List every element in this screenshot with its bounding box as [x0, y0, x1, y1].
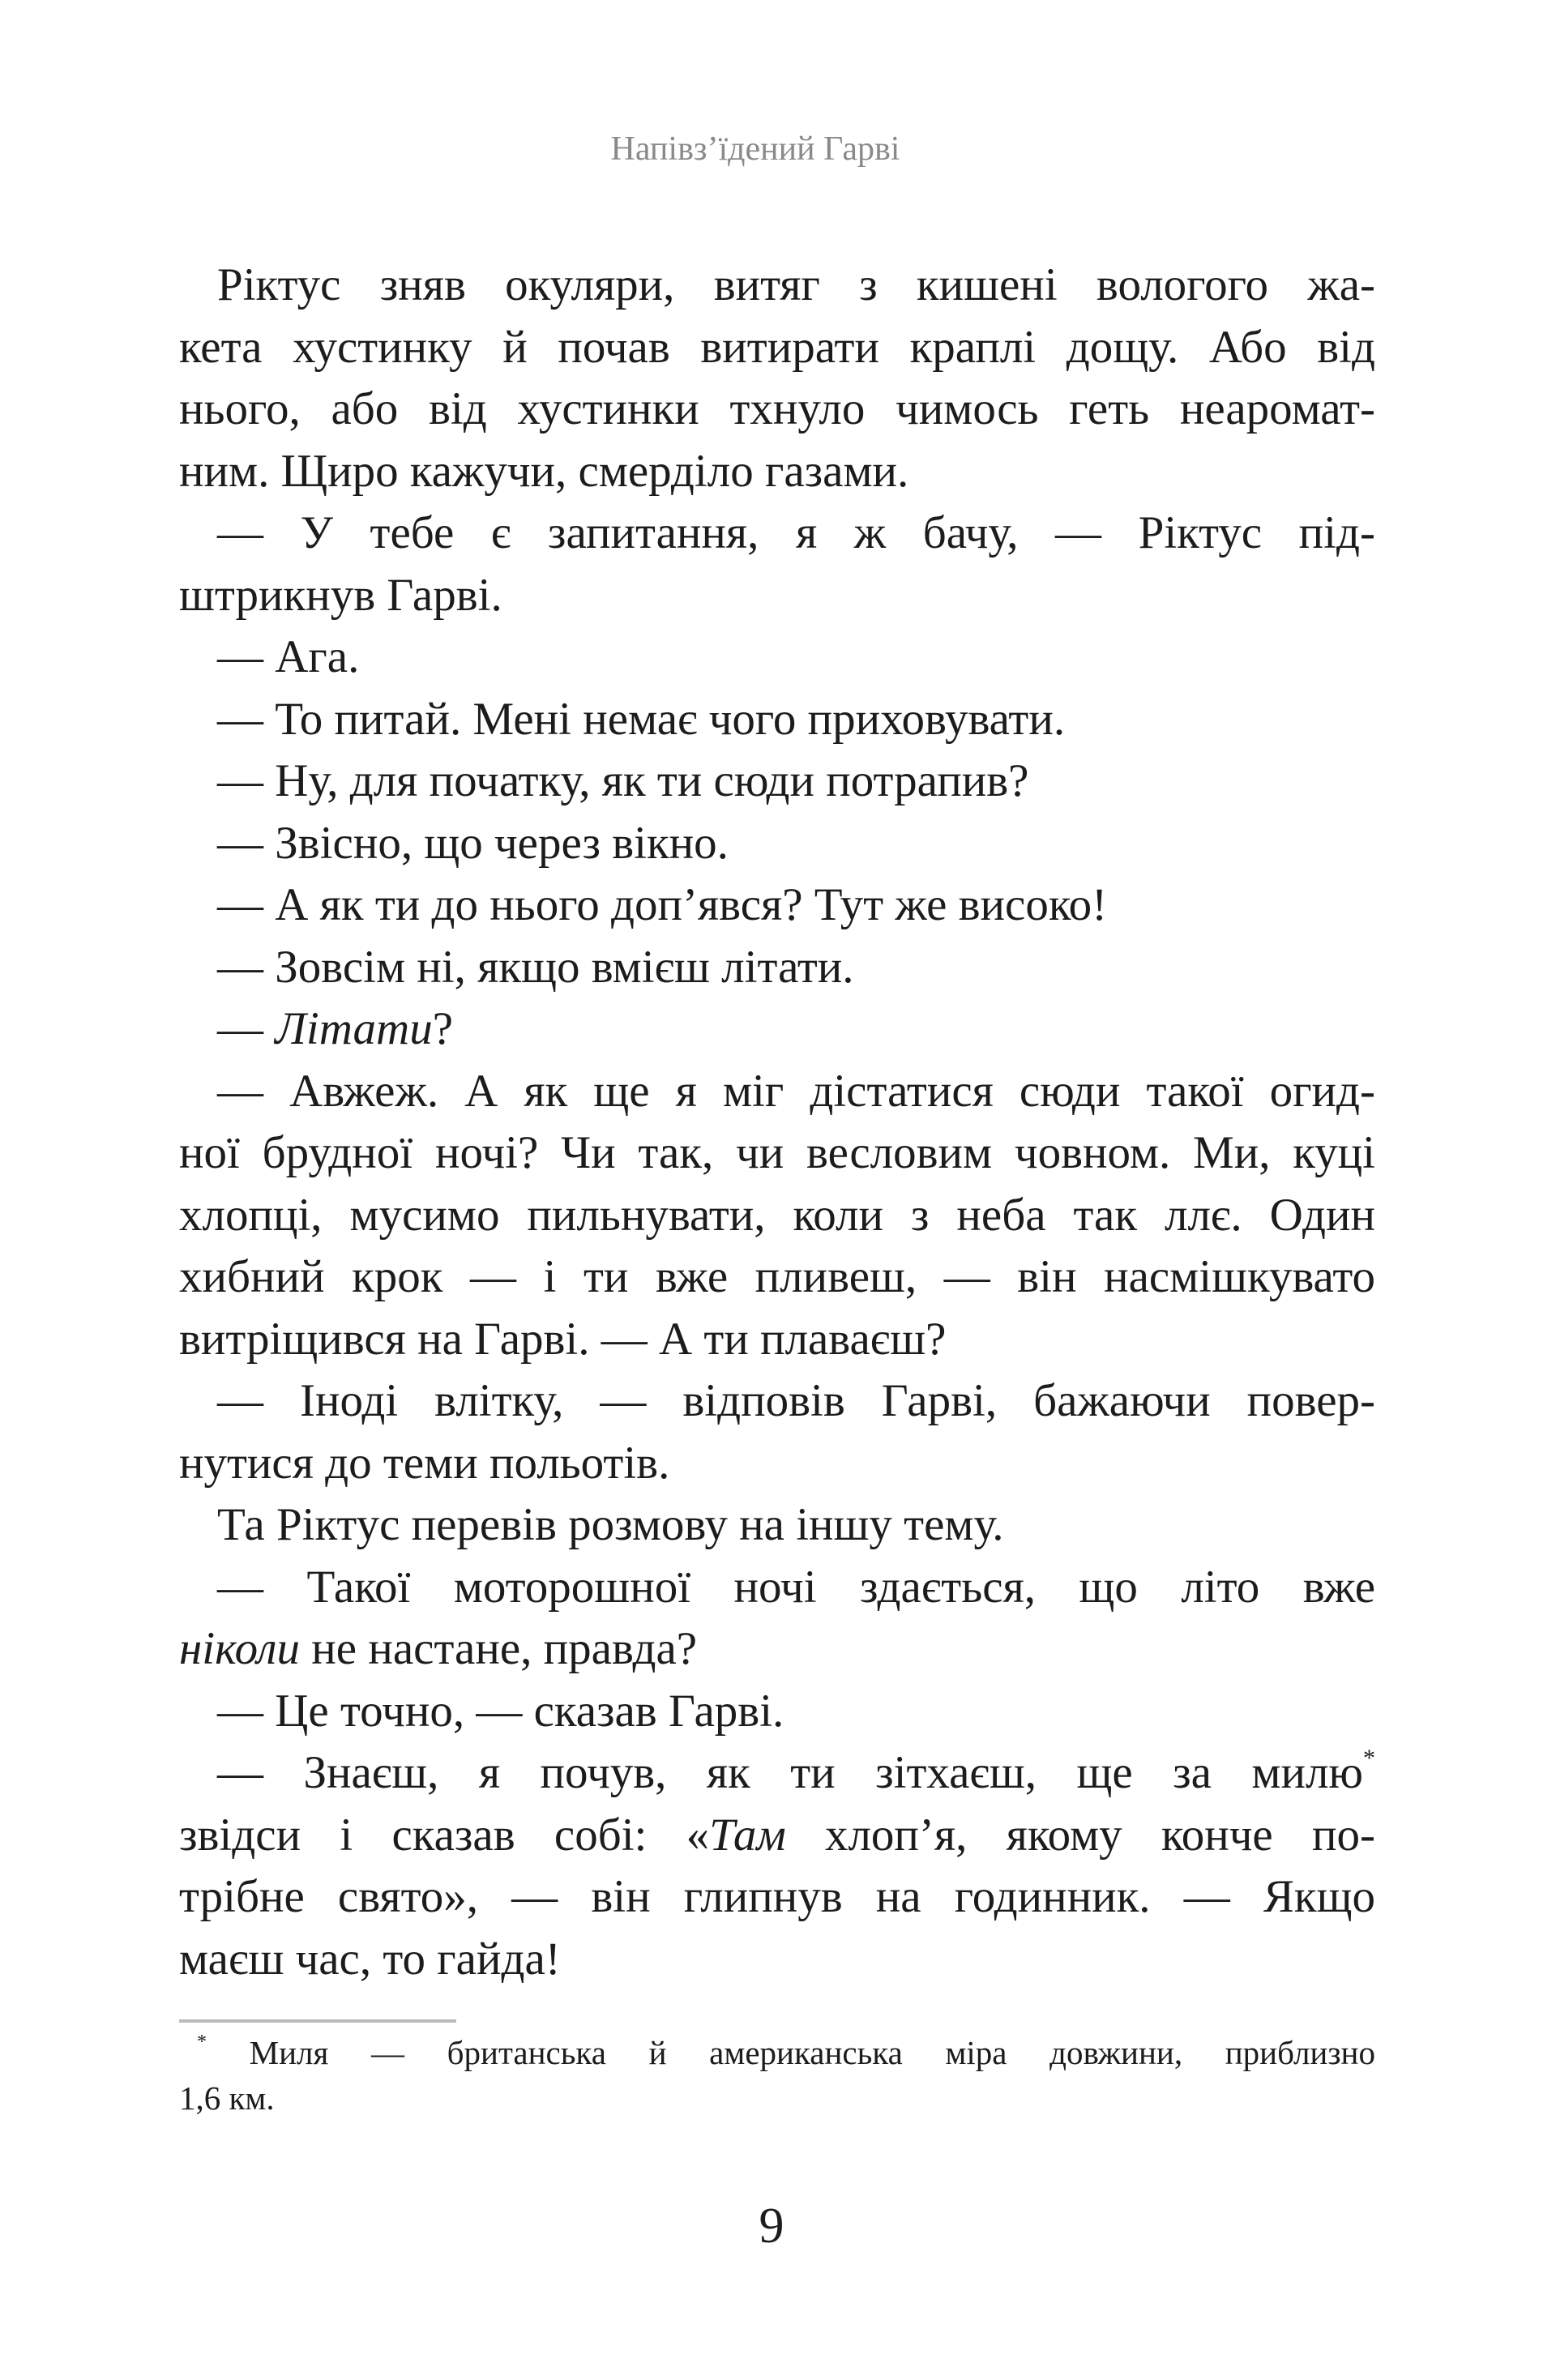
- footnote-marker: *: [197, 2032, 207, 2053]
- text-span: нього, або від хустинки тхнуло чимось геть неаромат-: [179, 383, 1375, 434]
- footnote: [179, 2030, 1375, 2121]
- text-span: маєш час, то гайда!: [179, 1933, 561, 1985]
- text-span: — А як ти до нього доп’явся? Тут же високо!: [217, 879, 1108, 930]
- italic-text: Там: [709, 1809, 786, 1861]
- text-span: нутися до теми польотів.: [179, 1437, 670, 1489]
- footnote-divider: [179, 2019, 456, 2023]
- footnote-reference: *: [1363, 1745, 1375, 1771]
- text-span: не настане, правда?: [300, 1623, 698, 1674]
- text-line: [179, 1433, 1375, 1495]
- text-span: — Іноді влітку, — відповів Гарві, бажаючи повер-: [217, 1375, 1375, 1426]
- text-line: [179, 626, 1375, 689]
- text-span: — У тебе є запитання, я ж бачу, — Ріктус під-: [217, 507, 1375, 558]
- text-line: [179, 502, 1375, 565]
- text-line: [179, 1246, 1375, 1309]
- text-span: трібне свято», — він глипнув на годинник. — Якщо: [179, 1871, 1375, 1922]
- text-line: [179, 441, 1375, 503]
- text-line: [179, 1122, 1375, 1185]
- text-span: ?: [432, 1003, 454, 1054]
- text-span: витріщився на Гарві. — А ти плаваєш?: [179, 1313, 947, 1365]
- text-span: Ріктус зняв окуляри, витяг з кишені вологого жа-: [217, 259, 1375, 310]
- running-head: Напівз’їдений Гарві: [610, 130, 900, 168]
- footnote-text: Миля — британська й американська міра довжини, приблизно: [249, 2034, 1375, 2071]
- italic-text: ніколи: [179, 1623, 301, 1674]
- text-line: [179, 1557, 1375, 1619]
- text-line: [179, 254, 1375, 317]
- text-line: [179, 998, 1375, 1061]
- text-line: [179, 1309, 1375, 1371]
- footnote-line: [179, 2030, 1375, 2075]
- text-span: кета хустинку й почав витирати краплі дощу. Або від: [179, 321, 1375, 373]
- body-text: [179, 254, 1375, 1990]
- text-line: [179, 378, 1375, 441]
- text-line: [179, 1494, 1375, 1557]
- footnote-line: 1,6 км.: [179, 2079, 275, 2117]
- text-line: [179, 565, 1375, 627]
- text-span: — Такої моторошної ночі здається, що літо вже: [217, 1561, 1375, 1613]
- text-line: [179, 1929, 1375, 1991]
- text-span: —: [217, 1003, 276, 1054]
- text-span: хлоп’я, якому конче по-: [785, 1809, 1375, 1861]
- text-line: [179, 1061, 1375, 1123]
- text-span: ної брудної ночі? Чи так, чи весловим човном. Ми, куці: [179, 1127, 1375, 1178]
- text-span: — То питай. Мені немає чого приховувати.: [217, 693, 1066, 745]
- text-line: [179, 750, 1375, 813]
- text-line: [179, 689, 1375, 751]
- text-line: [179, 1681, 1375, 1743]
- text-span: штрикнув Гарві.: [179, 569, 502, 621]
- text-line: [179, 874, 1375, 937]
- text-span: хибний крок — і ти вже пливеш, — він насмішкувато: [179, 1251, 1375, 1302]
- text-span: — Авжеж. А як ще я міг дістатися сюди такої огид-: [217, 1065, 1375, 1117]
- text-span: хлопці, мусимо пильнувати, коли з неба так ллє. Один: [179, 1189, 1375, 1241]
- text-line: [179, 1805, 1375, 1867]
- text-line: [179, 1618, 1375, 1681]
- text-span: — Зовсім ні, якщо вмієш літати.: [217, 941, 854, 993]
- text-span: Та Ріктус перевів розмову на іншу тему.: [217, 1499, 1004, 1550]
- text-span: — Це точно, — сказав Гарві.: [217, 1685, 784, 1737]
- text-span: — Знаєш, я почув, як ти зітхаєш, ще за милю: [217, 1747, 1363, 1798]
- text-span: ним. Щиро кажучи, смерділо газами.: [179, 445, 909, 497]
- text-span: звідси і сказав собі: «: [179, 1809, 710, 1861]
- text-line: [179, 1742, 1375, 1805]
- page-number: 9: [759, 2198, 784, 2254]
- text-line: [179, 1866, 1375, 1929]
- text-line: [179, 813, 1375, 875]
- text-line: [179, 937, 1375, 999]
- text-line: [179, 1185, 1375, 1247]
- text-line: [179, 317, 1375, 379]
- italic-text: Літати: [275, 1003, 433, 1054]
- text-span: — Ага.: [217, 631, 360, 682]
- text-span: — Ну, для початку, як ти сюди потрапив?: [217, 755, 1029, 806]
- text-span: — Звісно, що через вікно.: [217, 817, 729, 869]
- text-line: [179, 1370, 1375, 1433]
